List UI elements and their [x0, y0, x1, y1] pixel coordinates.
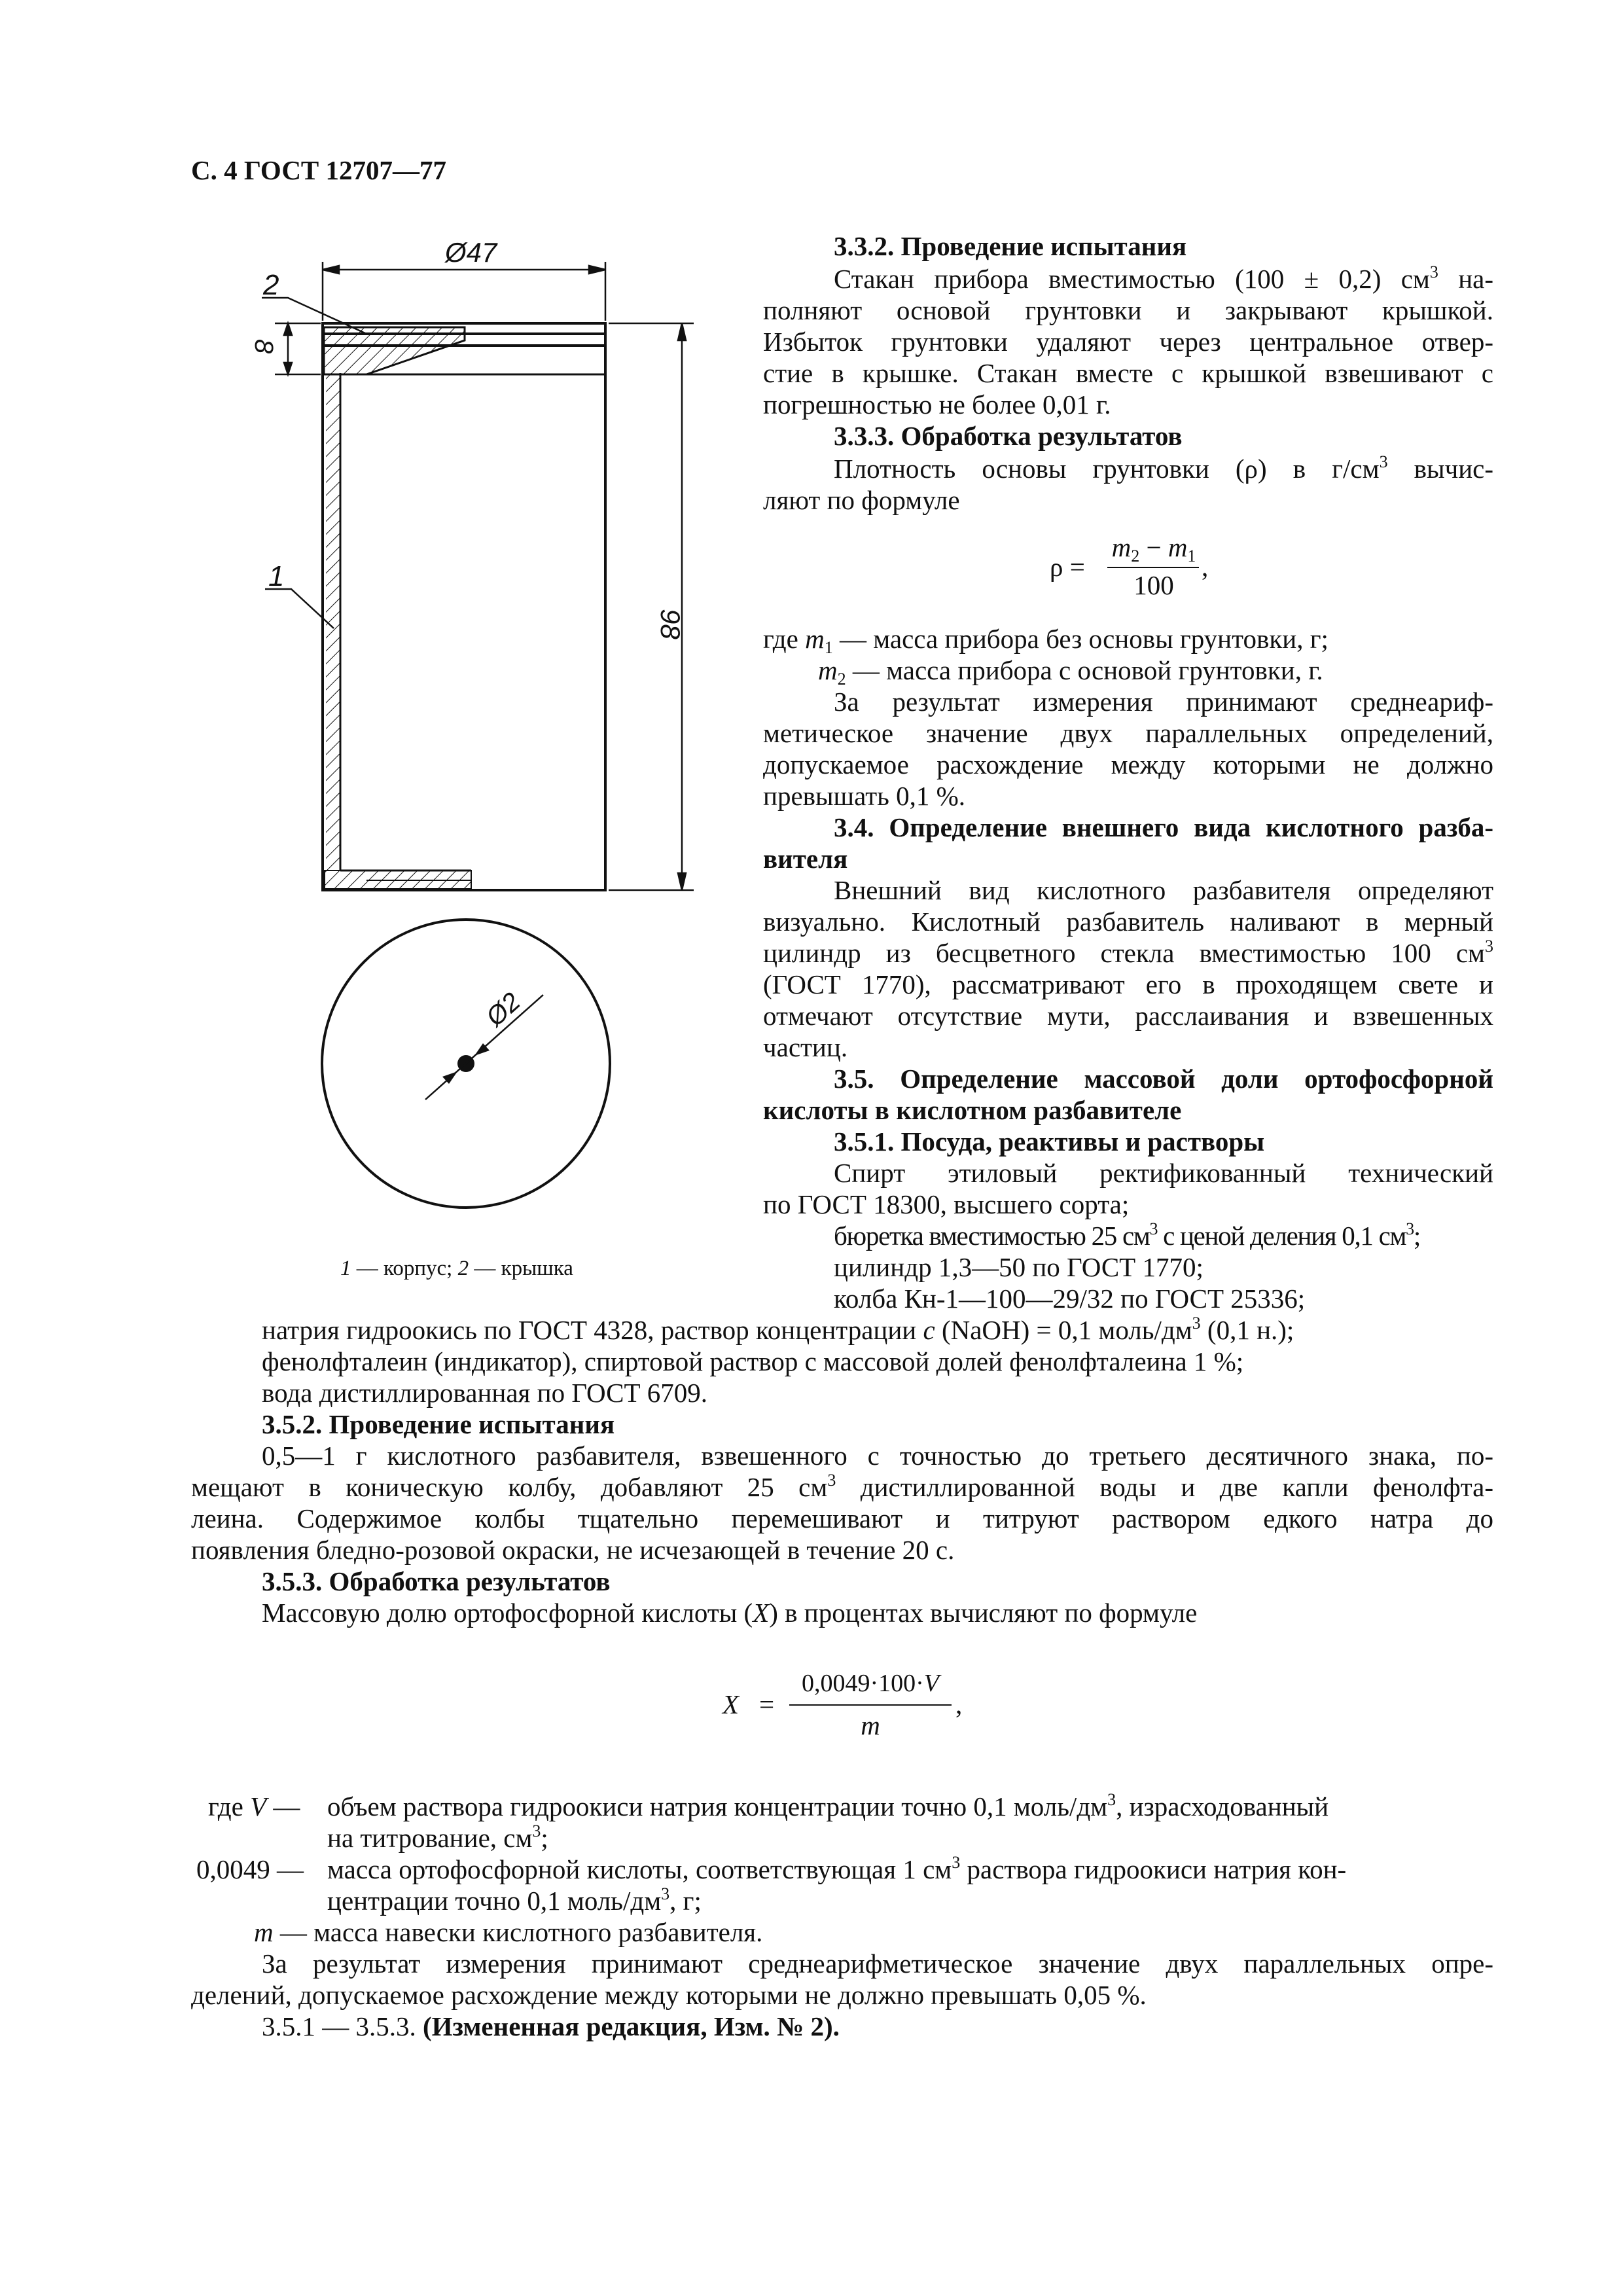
figure-caption	[340, 1253, 573, 1285]
heading-3-5-3: 3.5.3. Обработка результатов	[262, 1566, 611, 1596]
heading-3-3-3: 3.3.3. Обработка результатов	[834, 421, 1183, 451]
where-0049-term: 0,0049 —	[196, 1854, 304, 1884]
heading-3-5-2: 3.5.2. Проведение испытания	[262, 1409, 615, 1439]
where-m1: где $m_1$ — масса прибора без основы грунтовки, г;	[763, 624, 1329, 657]
s351-line-2: по ГОСТ 18300, высшего сорта;	[763, 1189, 1130, 1219]
heading-3-4-line-1: 3.4. Определение внешнего вида кислотного разба-	[834, 812, 1493, 842]
x-formula-denominator: m	[861, 1710, 880, 1740]
s352-line-3: леина. Содержимое колбы тщательно перемешивают и титруют раствором едкого натра до	[191, 1503, 1493, 1534]
heading-3-3-2: 3.3.2. Проведение испытания	[834, 231, 1187, 261]
heading-3-5-1: 3.5.1. Посуда, реактивы и растворы	[834, 1126, 1265, 1157]
dimension-lid	[275, 323, 321, 374]
callout-2: 2	[263, 269, 279, 301]
s34-line-3: цилиндр из бесцветного стекла вместимостью 100 $см^3$	[763, 937, 1493, 968]
heading-3-5-line-2: кислоты в кислотном разбавителе	[763, 1095, 1182, 1125]
s352-line-1: 0,5—1 г кислотного разбавителя, взвешенного с точностью до третьего десятичного знака, по-	[262, 1441, 1493, 1471]
s351-wide-2: фенолфталеин (индикатор), спиртовой раствор с массовой долей фенолфталеина 1 %;	[262, 1346, 1244, 1376]
cup-drawing	[236, 223, 792, 1296]
s333-line-2: ляют по формуле	[763, 485, 960, 515]
density-formula-comma: ,	[1202, 552, 1209, 582]
x-formula-comma: ,	[955, 1689, 963, 1719]
density-formula-numerator: $m_2 - m_1$	[1111, 532, 1196, 565]
s34-line-6: частиц.	[763, 1032, 848, 1062]
amendment-note: 3.5.1 — 3.5.3. (Измененная редакция, Изм. № 2).	[262, 2011, 840, 2041]
where-m2: $m_2$ — масса прибора с основой грунтовки, г.	[818, 655, 1323, 689]
density-formula-denominator: 100	[1133, 570, 1174, 600]
where-V-term: где V —	[208, 1791, 300, 1821]
dim-lid-label: 8	[249, 339, 278, 354]
s333-result-4: превышать 0,1 %.	[763, 781, 966, 811]
s333-result-2: метическое значение двух параллельных определений,	[763, 718, 1493, 748]
s353-result-2: делений, допускаемое расхождение между которыми не должно превышать 0,05 %.	[191, 1980, 1147, 2010]
heading-3-5-line-1: 3.5. Определение массовой доли ортофосфорной	[834, 1064, 1493, 1094]
s333-result-1: За результат измерения принимают среднеариф-	[834, 687, 1493, 717]
where-V-line-1: объем раствора гидроокиси натрия концентрации точно 0,1 моль/$дм^3$, израсходованный	[327, 1790, 1329, 1821]
s351-line-5: колба Кн-1—100—29/32 по ГОСТ 25336;	[834, 1283, 1306, 1314]
where-m: m — масса навески кислотного разбавителя.	[254, 1917, 763, 1947]
s351-wide-3: вода дистиллированная по ГОСТ 6709.	[262, 1378, 708, 1408]
s352-line-4: появления бледно-розовой окраски, не исчезающей в течение 20 с.	[191, 1535, 955, 1565]
s352-line-2: мещают в коническую колбу, добавляют 25 $см^3$ дистиллированной воды и две капли фенолфта-	[191, 1471, 1493, 1502]
s332-line-3: Избыток грунтовки удаляют через центральное отвер-	[763, 327, 1493, 357]
s351-line-4: цилиндр 1,3—50 по ГОСТ 1770;	[834, 1252, 1204, 1282]
caption-2-num: 2	[457, 1257, 469, 1280]
s333-line-1: Плотность основы грунтовки (ρ) в $г/см^3$ вычис-	[834, 452, 1493, 484]
where-0049-line-1: масса ортофосфорной кислоты, соответствующая 1 $см^3$ раствора гидроокиси натрия кон-	[327, 1853, 1347, 1884]
s34-line-2: визуально. Кислотный разбавитель наливают в мерный	[763, 906, 1493, 937]
where-0049-line-2: центрации точно 0,1 моль/$дм^3$, г;	[327, 1884, 702, 1916]
s351-line-3: бюретка вместимостью 25 $см^3$ с ценой деления 0,1 $см^3$;	[834, 1219, 1420, 1251]
heading-3-4-line-2: вителя	[763, 844, 848, 874]
dimension-width	[323, 262, 605, 321]
page-header: С. 4 ГОСТ 12707—77	[191, 155, 447, 185]
s332-line-2: полняют основой грунтовки и закрывают крышкой.	[763, 295, 1493, 325]
density-formula-lhs: ρ =	[1050, 552, 1085, 582]
dim-hole-label: Ø2	[480, 987, 526, 1032]
s34-line-5: отмечают отсутствие мути, расслаивания и взвешенных	[763, 1001, 1493, 1031]
s332-line-4: стие в крышке. Стакан вместе с крышкой взвешивают с	[763, 358, 1493, 388]
cup-section	[323, 323, 605, 890]
s332-line-5: погрешностью не более 0,01 г.	[763, 389, 1111, 420]
s34-line-1: Внешний вид кислотного разбавителя определяют	[834, 875, 1493, 905]
s34-line-4: (ГОСТ 1770), рассматривают его в проходящем свете и	[763, 969, 1493, 999]
x-formula-numerator: 0,0049·100·V	[801, 1670, 940, 1697]
s332-line-1: Стакан прибора вместимостью (100 ± 0,2) $см^3$ на-	[834, 262, 1493, 294]
s351-wide-1: натрия гидроокись по ГОСТ 4328, раствор концентрации c (NaOH) = 0,1 моль/$дм^3$ (0,1 н.);	[262, 1314, 1294, 1345]
dim-diameter-label: Ø47	[445, 237, 497, 268]
dim-height-label: 98	[655, 609, 686, 639]
callout-1: 1	[268, 560, 285, 592]
caption-1-text: — корпус;	[351, 1257, 458, 1280]
dimension-height	[609, 323, 694, 890]
s353-result-1: За результат измерения принимают среднеарифметическое значение двух параллельных опре-	[262, 1948, 1493, 1979]
x-fraction-bar	[789, 1704, 952, 1706]
caption-2-text: — крышка	[469, 1257, 573, 1280]
top-view	[322, 920, 610, 1208]
caption-1-num: 1	[340, 1257, 351, 1280]
where-V-line-2: на титрование, $см^3$;	[327, 1821, 548, 1853]
density-fraction-bar	[1107, 567, 1199, 568]
x-formula-lhs: X	[722, 1689, 740, 1719]
s351-line-1: Спирт этиловый ректификованный технический	[834, 1158, 1493, 1188]
s353-line-1: Массовую долю ортофосфорной кислоты (X) в процентах вычисляют по формуле	[262, 1598, 1198, 1628]
s333-result-3: допускаемое расхождение между которыми не должно	[763, 749, 1493, 780]
x-formula-equals: =	[759, 1689, 775, 1719]
